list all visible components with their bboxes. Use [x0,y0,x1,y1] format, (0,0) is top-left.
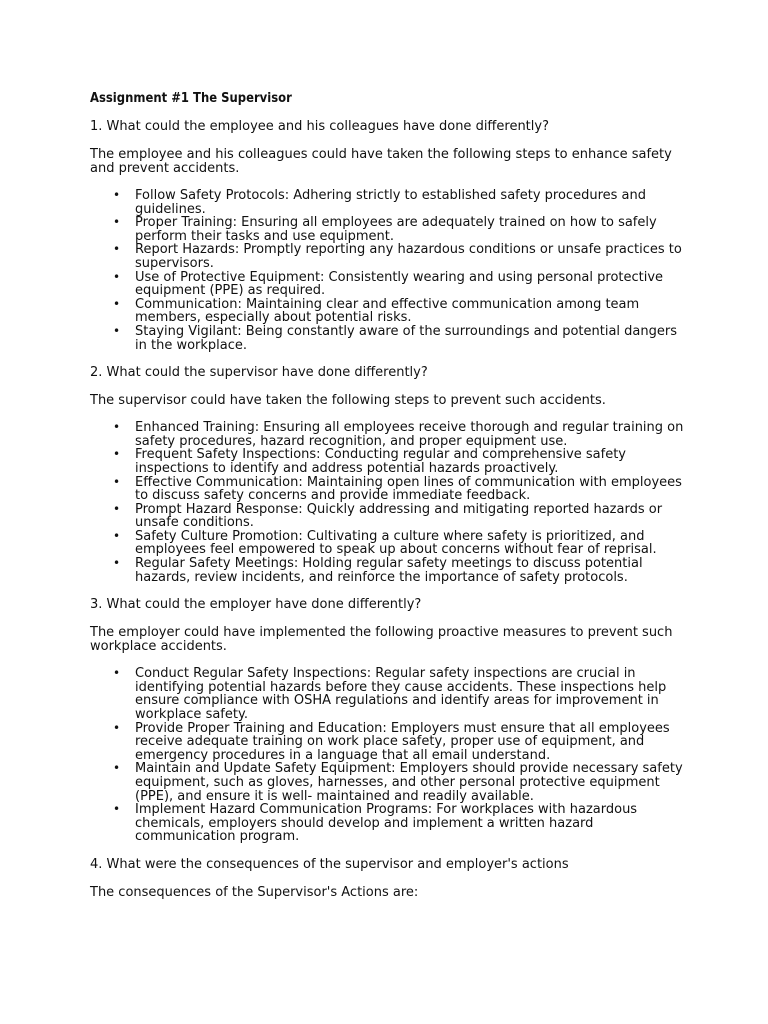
bullet-icon: • [113,528,121,543]
bullet-icon: • [113,242,121,257]
bullet-icon: • [113,447,121,462]
bullet-list-1 [90,189,690,352]
section-4 [90,857,690,900]
list-item: • Use of Protective Equipment: Consistently wearing and using personal protective equipment (PPE) as required. [113,269,664,299]
question-4: 4. What were the consequences of the supervisor and employer's actions [90,856,569,872]
bullet-icon: • [113,501,121,516]
list-item: • Enhanced Training: Ensuring all employees receive thorough and regular training on safety procedures, hazard recognition, and proper equipment use. [113,420,684,449]
list-item: • Proper Training: Ensuring all employees are adequately trained on how to safely perform their tasks and use equipment. [113,215,657,244]
page-title: Assignment #1 The Supervisor [90,90,292,106]
bullet-list-2 [90,421,690,584]
question-2: 2. What could the supervisor have done differently? [90,365,428,381]
list-item: • Follow Safety Protocols: Adhering strictly to established safety procedures and guidelines. [113,188,646,217]
bullet-icon: • [113,269,121,284]
list-item: • Implement Hazard Communication Programs: For workplaces with hazardous chemicals, employers should develop and implement a written hazard communication program. [113,802,638,845]
bullet-icon: • [113,474,121,489]
intro-4: The consequences of the Supervisor's Actions are: [90,884,419,900]
list-item: • Safety Culture Promotion: Cultivating a culture where safety is prioritized, and employees feel empowered to speak up about concerns without fear of reprisal. [113,528,657,558]
list-item: • Maintain and Update Safety Equipment: Employers should provide necessary safety equipment, such as gloves, harnesses, and other personal protective equipment (PPE), and ensure it is well- maintained and readily available. [113,761,683,804]
bullet-icon: • [113,666,121,681]
list-item: • Prompt Hazard Response: Quickly addressing and mitigating reported hazards or unsafe conditions. [113,501,663,531]
list-item: • Report Hazards: Promptly reporting any hazardous conditions or unsafe practices to supervisors. [113,242,682,271]
intro-2: The supervisor could have taken the following steps to prevent such accidents. [90,393,606,409]
question-1: 1. What could the employee and his colleagues have done differently? [90,119,549,134]
bullet-icon: • [113,720,121,735]
bullet-icon: • [113,556,121,571]
list-item: • Staying Vigilant: Being constantly aware of the surroundings and potential dangers in the workplace. [113,323,677,353]
bullet-icon: • [113,188,121,202]
section-2 [90,365,690,584]
section-3 [90,597,690,844]
list-item: • Communication: Maintaining clear and effective communication among team members, especially about potential risks. [113,296,640,326]
list-item: • Regular Safety Meetings: Holding regular safety meetings to discuss potential hazards, review incidents, and reinforce the importance of safety protocols. [113,556,643,585]
intro-1: The employee and his colleagues could have taken the following steps to enhance safety and prevent accidents. [90,147,672,176]
question-3: 3. What could the employer have done differently? [90,597,422,613]
bullet-icon: • [113,323,121,338]
list-item: • Provide Proper Training and Education: Employers must ensure that all employees receive adequate training on work place safety, proper use of equipment, and emergency procedures in a language that all email understand. [113,720,670,763]
bullet-icon: • [113,215,121,230]
section-1 [90,119,690,352]
intro-3: The employer could have implemented the following proactive measures to prevent such workplace accidents. [90,625,673,655]
document-body [90,90,690,913]
bullet-list-3 [90,667,690,844]
list-item: • Effective Communication: Maintaining open lines of communication with employees to discuss safety concerns and provide immediate feedback. [113,474,682,504]
bullet-icon: • [113,802,121,817]
bullet-icon: • [113,761,121,776]
bullet-icon: • [113,420,121,435]
list-item: • Conduct Regular Safety Inspections: Regular safety inspections are crucial in identifying potential hazards before they cause accidents. These inspections help ensure compliance with OSHA regulations and identify areas for improvement in workplace safety. [113,666,667,723]
bullet-icon: • [113,296,121,311]
list-item: • Frequent Safety Inspections: Conducting regular and comprehensive safety inspections to identify and address potential hazards proactively. [113,447,626,476]
